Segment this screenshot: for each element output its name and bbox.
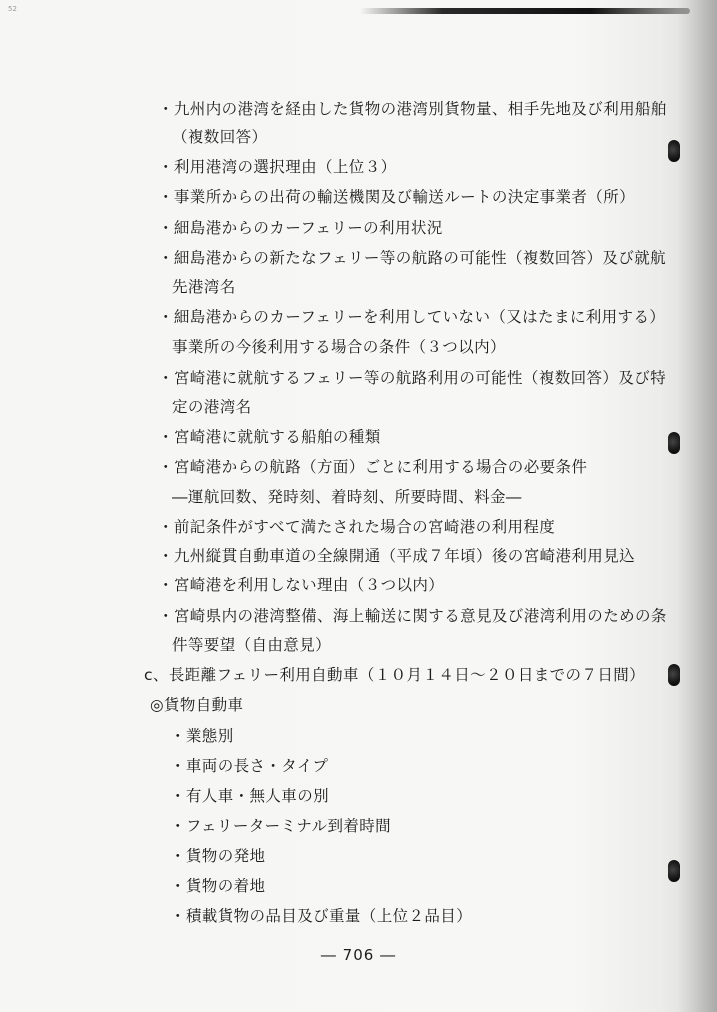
bullet-item: ・宮崎港に就航する船舶の種類 (158, 428, 381, 446)
bullet-item-continuation: 先港湾名 (172, 278, 236, 296)
bullet-item: ・宮崎県内の港湾整備、海上輸送に関する意見及び港湾利用のための条 (158, 607, 667, 625)
bullet-item-continuation: ―運航回数、発時刻、着時刻、所要時間、料金― (172, 488, 522, 506)
bullet-item: ・貨物の着地 (170, 877, 266, 895)
bullet-item: ・前記条件がすべて満たされた場合の宮崎港の利用程度 (158, 518, 556, 536)
binder-ring-icon (668, 140, 680, 162)
bullet-item: ・細島港からの新たなフェリー等の航路の可能性（複数回答）及び就航 (158, 249, 667, 267)
bullet-item: ・宮崎港に就航するフェリー等の航路利用の可能性（複数回答）及び特 (158, 369, 667, 387)
bullet-item: ・積載貨物の品目及び重量（上位２品目） (170, 907, 473, 925)
binder-ring-icon (668, 432, 680, 454)
binding-edge-shadow (677, 0, 717, 1012)
bullet-item-continuation: 件等要望（自由意見） (172, 636, 332, 654)
bullet-item: ・宮崎港からの航路（方面）ごとに利用する場合の必要条件 (158, 458, 588, 476)
scan-mark: 52 (8, 5, 17, 13)
bullet-item: ・事業所からの出荷の輸送機関及び輸送ルートの決定事業者（所） (158, 188, 636, 206)
bullet-item: ・貨物の発地 (170, 847, 266, 865)
page-number: ― 706 ― (320, 946, 397, 964)
bullet-item-continuation: 定の港湾名 (172, 398, 252, 416)
bullet-item: ・細島港からのカーフェリーを利用していない（又はたまに利用する） (158, 308, 666, 326)
bullet-item-continuation: 事業所の今後利用する場合の条件（３つ以内） (172, 338, 506, 356)
bullet-item: ・九州縦貫自動車道の全線開通（平成７年頃）後の宮崎港利用見込 (158, 547, 636, 565)
binder-ring-icon (668, 664, 680, 686)
bullet-item: ・有人車・無人車の別 (170, 787, 330, 805)
bullet-item: ・九州内の港湾を経由した貨物の港湾別貨物量、相手先地及び利用船舶 (158, 100, 667, 118)
bullet-item: ・利用港湾の選択理由（上位３） (158, 158, 397, 176)
section-heading: c、長距離フェリー利用自動車（１０月１４日～２０日までの７日間） (144, 666, 646, 684)
bullet-item-continuation: （複数回答） (172, 128, 268, 146)
binder-ring-icon (668, 860, 680, 882)
subsection-heading: ◎貨物自動車 (150, 696, 244, 714)
bullet-item: ・業態別 (170, 727, 234, 745)
scan-shadow (360, 8, 690, 14)
bullet-item: ・フェリーターミナル到着時間 (170, 817, 392, 835)
bullet-item: ・車両の長さ・タイプ (170, 757, 329, 775)
bullet-item: ・細島港からのカーフェリーの利用状況 (158, 219, 443, 237)
bullet-item: ・宮崎港を利用しない理由（３つ以内） (158, 576, 445, 594)
